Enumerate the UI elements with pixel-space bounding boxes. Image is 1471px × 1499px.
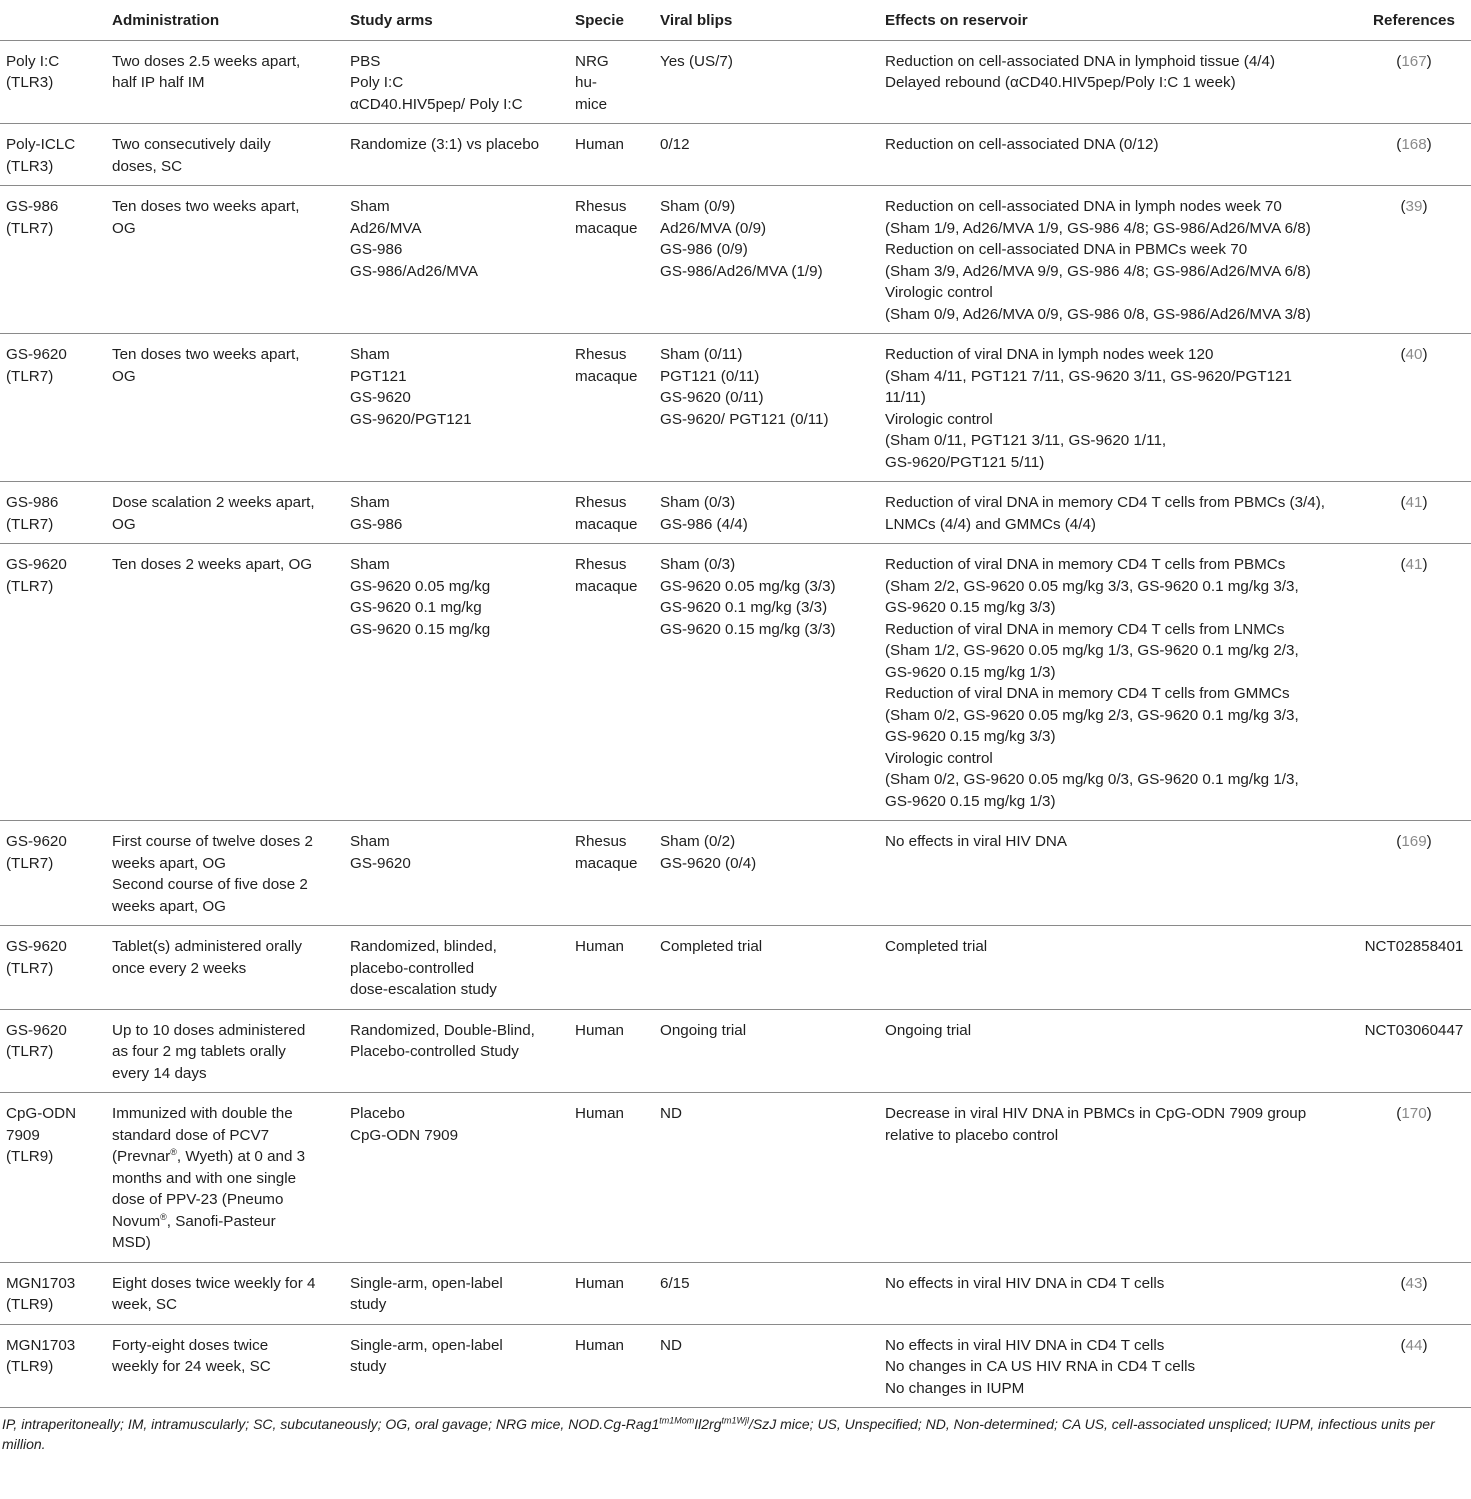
administration-line: week, SC xyxy=(112,1296,177,1313)
table-header-row xyxy=(0,0,1471,40)
effects-line: GS-9620/PGT121 5/11) xyxy=(885,453,1045,471)
study-arms-line: Sham xyxy=(350,346,390,363)
effects-line: No effects in viral HIV DNA in CD4 T cells xyxy=(885,1336,1165,1354)
effects-line: GS-9620 0.15 mg/kg 1/3) xyxy=(885,792,1056,810)
study-arms-line: GS-9620 xyxy=(350,389,411,406)
effects-line: Reduction on cell-associated DNA in lymph nodes week 70 xyxy=(885,198,1282,215)
agent-cell xyxy=(0,1009,106,1093)
study-arms-cell xyxy=(344,1093,569,1263)
administration-line: OG xyxy=(112,219,136,237)
effects-line: Ongoing trial xyxy=(885,1021,972,1039)
study-arms-cell xyxy=(344,40,569,124)
effects-cell xyxy=(879,186,1357,334)
agent-line: GS-9620 xyxy=(6,1021,67,1039)
table-row xyxy=(0,821,1471,926)
reference-link[interactable]: 39 xyxy=(1405,198,1423,215)
agent-cell xyxy=(0,1324,106,1408)
administration-line: half IP half IM xyxy=(112,74,205,91)
viral-blips-line: GS-9620/ PGT121 (0/11) xyxy=(660,410,829,428)
effects-line: Completed trial xyxy=(885,938,988,955)
viral-blips-line: ND xyxy=(660,1336,682,1354)
footnote-sup-2: tm1Wjl xyxy=(721,1415,749,1426)
effects-line: Reduction of viral DNA in memory CD4 T cells from PBMCs xyxy=(885,556,1286,573)
agent-cell xyxy=(0,334,106,482)
administration-cell xyxy=(106,124,344,186)
specie-line: Rhesus xyxy=(575,556,627,573)
study-arms-line: GS-986 xyxy=(350,515,403,533)
viral-blips-line: Sham (0/2) xyxy=(660,833,736,850)
administration-line: Novum®, Sanofi-Pasteur xyxy=(112,1211,276,1230)
study-arms-line: GS-986 xyxy=(350,241,403,258)
administration-line: Second course of five dose 2 xyxy=(112,876,308,893)
agent-line: Poly I:C xyxy=(6,52,60,70)
effects-line: No changes in IUPM xyxy=(885,1379,1025,1397)
agent-line: Poly-ICLC xyxy=(6,136,76,153)
administration-line: standard dose of PCV7 xyxy=(112,1126,270,1144)
viral-blips-line: GS-9620 0.15 mg/kg (3/3) xyxy=(660,620,836,638)
study-arms-line: GS-9620 0.15 mg/kg xyxy=(350,620,491,638)
reference-link[interactable]: 168 xyxy=(1401,136,1427,153)
administration-line: once every 2 weeks xyxy=(112,959,247,977)
agent-line: (TLR7) xyxy=(6,854,54,872)
viral-blips-line: ND xyxy=(660,1105,682,1122)
study-arms-cell xyxy=(344,544,569,821)
footnote-text-3: /SzJ mice; US, Unspecified; ND, Non-determined; CA US, cell-associated unspliced; IUPM, infectious units per million. xyxy=(2,1416,1435,1452)
study-arms-cell xyxy=(344,821,569,926)
agent-cell xyxy=(0,821,106,926)
header-administration: Administration xyxy=(112,12,220,29)
study-arms-cell xyxy=(344,1262,569,1324)
effects-line: (Sham 0/2, GS-9620 0.05 mg/kg 2/3, GS-9620 0.1 mg/kg 3/3, xyxy=(885,706,1299,724)
viral-blips-line: Yes (US/7) xyxy=(660,52,733,70)
viral-blips-line: GS-986 (0/9) xyxy=(660,241,748,258)
agent-cell xyxy=(0,544,106,821)
viral-blips-cell xyxy=(654,544,879,821)
agent-cell xyxy=(0,1093,106,1263)
viral-blips-line: Ad26/MVA (0/9) xyxy=(660,219,767,237)
specie-line: macaque xyxy=(575,219,638,237)
references-cell xyxy=(1357,926,1471,1010)
study-arms-cell xyxy=(344,926,569,1010)
effects-line: Reduction on cell-associated DNA in lymphoid tissue (4/4) xyxy=(885,52,1276,70)
effects-line: (Sham 4/11, PGT121 7/11, GS-9620 3/11, GS-9620/PGT121 xyxy=(885,367,1292,385)
header-study-arms: Study arms xyxy=(350,12,433,29)
effects-cell xyxy=(879,544,1357,821)
agent-cell xyxy=(0,186,106,334)
viral-blips-cell xyxy=(654,482,879,544)
administration-cell xyxy=(106,1262,344,1324)
specie-cell xyxy=(569,1262,654,1324)
specie-line: NRG xyxy=(575,52,609,70)
specie-line: Human xyxy=(575,938,624,955)
references-cell: (169) xyxy=(1396,833,1432,850)
administration-line: Dose scalation 2 weeks apart, xyxy=(112,494,315,511)
study-arms-cell xyxy=(344,334,569,482)
administration-line: MSD) xyxy=(112,1234,151,1251)
header-viral-blips: Viral blips xyxy=(660,12,733,29)
references-cell: (40) xyxy=(1400,346,1428,363)
reference-link[interactable]: 41 xyxy=(1405,494,1423,511)
specie-cell xyxy=(569,186,654,334)
references-cell: (167) xyxy=(1396,52,1432,70)
table-body xyxy=(0,40,1471,1408)
study-arms-line: PBS xyxy=(350,52,381,70)
effects-line: Decrease in viral HIV DNA in PBMCs in CpG-ODN 7909 group xyxy=(885,1105,1307,1122)
study-arms-line: dose-escalation study xyxy=(350,981,497,998)
table-row xyxy=(0,926,1471,1010)
effects-line: (Sham 2/2, GS-9620 0.05 mg/kg 3/3, GS-9620 0.1 mg/kg 3/3, xyxy=(885,577,1299,595)
viral-blips-line: 0/12 xyxy=(660,136,690,153)
viral-blips-cell xyxy=(654,40,879,124)
study-arms-line: study xyxy=(350,1296,387,1313)
effects-line: GS-9620 0.15 mg/kg 1/3) xyxy=(885,663,1056,681)
administration-line: OG xyxy=(112,367,136,385)
specie-line: Rhesus xyxy=(575,833,627,850)
administration-line: weeks apart, OG xyxy=(112,897,226,915)
table-row xyxy=(0,1093,1471,1263)
study-arms-line: GS-986/Ad26/MVA xyxy=(350,262,479,280)
effects-cell xyxy=(879,1324,1357,1408)
header-agent xyxy=(0,0,106,40)
agent-line: MGN1703 xyxy=(6,1336,76,1354)
viral-blips-line: Completed trial xyxy=(660,938,763,955)
reference-link[interactable]: 167 xyxy=(1401,52,1427,70)
administration-line: Up to 10 doses administered xyxy=(112,1021,306,1039)
study-arms-line: Placebo xyxy=(350,1105,405,1122)
effects-cell xyxy=(879,1009,1357,1093)
administration-line: Ten doses two weeks apart, xyxy=(112,346,300,363)
agent-cell xyxy=(0,124,106,186)
specie-cell xyxy=(569,40,654,124)
specie-line: Human xyxy=(575,1105,624,1122)
specie-line: mice xyxy=(575,95,608,113)
specie-cell xyxy=(569,821,654,926)
specie-cell xyxy=(569,482,654,544)
viral-blips-line: Sham (0/3) xyxy=(660,556,736,573)
administration-line: Immunized with double the xyxy=(112,1105,293,1122)
table-row xyxy=(0,544,1471,821)
specie-cell xyxy=(569,1093,654,1263)
viral-blips-line: 6/15 xyxy=(660,1274,690,1292)
agent-cell xyxy=(0,482,106,544)
table-row xyxy=(0,1262,1471,1324)
administration-line: weekly for 24 week, SC xyxy=(112,1358,271,1375)
administration-cell xyxy=(106,334,344,482)
effects-line: GS-9620 0.15 mg/kg 3/3) xyxy=(885,599,1056,616)
references-cell: (41) xyxy=(1400,556,1428,573)
study-arms-cell xyxy=(344,1324,569,1408)
administration-line: (Prevnar®, Wyeth) at 0 and 3 xyxy=(112,1146,306,1165)
study-arms-line: GS-9620 0.05 mg/kg xyxy=(350,577,491,595)
study-arms-line: Randomize (3:1) vs placebo xyxy=(350,136,540,153)
reference-link[interactable]: 170 xyxy=(1401,1105,1427,1122)
specie-line: hu- xyxy=(575,74,597,91)
effects-cell xyxy=(879,821,1357,926)
study-arms-cell xyxy=(344,1009,569,1093)
footnote-text-1: IP, intraperitoneally; IM, intramuscularly; SC, subcutaneously; OG, oral gavage; NRG mice, NOD.Cg-Rag1 xyxy=(2,1416,660,1432)
references-cell: (39) xyxy=(1400,198,1428,215)
viral-blips-line: Sham (0/9) xyxy=(660,198,736,215)
agent-line: (TLR9) xyxy=(6,1148,54,1165)
viral-blips-line: GS-9620 0.05 mg/kg (3/3) xyxy=(660,577,836,595)
viral-blips-cell xyxy=(654,1009,879,1093)
specie-cell xyxy=(569,1009,654,1093)
viral-blips-cell xyxy=(654,186,879,334)
references-cell: (41) xyxy=(1400,494,1428,511)
administration-line: Forty-eight doses twice xyxy=(112,1336,269,1354)
agent-line: (TLR7) xyxy=(6,577,54,595)
administration-cell xyxy=(106,186,344,334)
study-arms-line: Sham xyxy=(350,556,390,573)
administration-line: Eight doses twice weekly for 4 xyxy=(112,1274,316,1292)
effects-line: No effects in viral HIV DNA xyxy=(885,833,1068,850)
specie-line: macaque xyxy=(575,367,638,385)
agent-cell xyxy=(0,926,106,1010)
table-row xyxy=(0,1324,1471,1408)
viral-blips-line: GS-9620 (0/4) xyxy=(660,854,757,872)
study-arms-line: GS-9620 0.1 mg/kg xyxy=(350,599,482,616)
references-cell: (43) xyxy=(1400,1274,1428,1292)
effects-line: Reduction on cell-associated DNA in PBMCs week 70 xyxy=(885,241,1248,258)
footnote-text-2: Il2rg xyxy=(694,1416,722,1432)
agent-cell xyxy=(0,1262,106,1324)
viral-blips-line: GS-9620 (0/11) xyxy=(660,389,764,406)
agent-line: GS-9620 xyxy=(6,833,67,850)
agent-line: GS-9620 xyxy=(6,938,67,955)
viral-blips-cell xyxy=(654,821,879,926)
agent-line: MGN1703 xyxy=(6,1274,76,1292)
agent-line: GS-986 xyxy=(6,198,59,215)
agent-line: GS-9620 xyxy=(6,556,67,573)
specie-line: Human xyxy=(575,1336,624,1354)
effects-line: 11/11) xyxy=(885,389,926,406)
administration-line: OG xyxy=(112,515,136,533)
viral-blips-cell xyxy=(654,926,879,1010)
administration-line: doses, SC xyxy=(112,157,183,175)
agent-line: (TLR3) xyxy=(6,74,54,91)
effects-line: Virologic control xyxy=(885,284,993,301)
administration-line: Ten doses 2 weeks apart, OG xyxy=(112,556,313,573)
study-arms-line: PGT121 xyxy=(350,367,407,385)
effects-line: (Sham 0/2, GS-9620 0.05 mg/kg 0/3, GS-9620 0.1 mg/kg 1/3, xyxy=(885,771,1299,788)
effects-line: GS-9620 0.15 mg/kg 3/3) xyxy=(885,728,1056,745)
administration-line: dose of PPV-23 (Pneumo xyxy=(112,1191,284,1208)
effects-line: Reduction on cell-associated DNA (0/12) xyxy=(885,136,1159,153)
administration-cell xyxy=(106,544,344,821)
study-arms-line: placebo-controlled xyxy=(350,959,475,977)
trial-id: NCT03060447 xyxy=(1364,1021,1464,1039)
administration-cell xyxy=(106,1093,344,1263)
study-arms-line: Single-arm, open-label xyxy=(350,1336,503,1354)
agent-line: (TLR7) xyxy=(6,367,54,385)
effects-line: Reduction of viral DNA in lymph nodes week 120 xyxy=(885,346,1214,363)
agent-cell xyxy=(0,40,106,124)
administration-line: Two consecutively daily xyxy=(112,136,271,153)
study-arms-line: Ad26/MVA xyxy=(350,219,422,237)
effects-cell xyxy=(879,40,1357,124)
study-arms-line: Randomized, blinded, xyxy=(350,938,497,955)
agent-line: CpG-ODN xyxy=(6,1105,77,1122)
viral-blips-line: Ongoing trial xyxy=(660,1021,747,1039)
effects-line: Virologic control xyxy=(885,749,993,767)
specie-cell xyxy=(569,334,654,482)
administration-line: as four 2 mg tablets orally xyxy=(112,1043,286,1060)
agent-line: (TLR3) xyxy=(6,157,54,175)
specie-cell xyxy=(569,124,654,186)
study-arms-line: αCD40.HIV5pep/ Poly I:C xyxy=(350,95,523,113)
study-arms-cell xyxy=(344,124,569,186)
references-cell: (168) xyxy=(1396,136,1432,153)
table-row xyxy=(0,334,1471,482)
study-arms-line: Randomized, Double-Blind, xyxy=(350,1021,535,1039)
specie-line: macaque xyxy=(575,854,638,872)
effects-cell xyxy=(879,1093,1357,1263)
specie-cell xyxy=(569,544,654,821)
agent-line: (TLR7) xyxy=(6,219,54,237)
viral-blips-line: GS-986 (4/4) xyxy=(660,515,748,533)
study-arms-line: GS-9620/PGT121 xyxy=(350,410,472,428)
effects-line: No changes in CA US HIV RNA in CD4 T cells xyxy=(885,1358,1196,1375)
references-cell: (170) xyxy=(1396,1105,1432,1122)
specie-line: Rhesus xyxy=(575,494,627,511)
viral-blips-cell xyxy=(654,1324,879,1408)
administration-cell xyxy=(106,1324,344,1408)
administration-line: every 14 days xyxy=(112,1064,207,1082)
effects-line: Virologic control xyxy=(885,410,993,428)
agent-line: GS-986 xyxy=(6,494,59,511)
references-cell xyxy=(1357,1009,1471,1093)
effects-line: Reduction of viral DNA in memory CD4 T cells from PBMCs (3/4), xyxy=(885,494,1325,511)
specie-line: Rhesus xyxy=(575,346,627,363)
administration-line: First course of twelve doses 2 xyxy=(112,833,313,850)
specie-cell xyxy=(569,1324,654,1408)
study-arms-line: Placebo-controlled Study xyxy=(350,1043,519,1060)
viral-blips-cell xyxy=(654,334,879,482)
effects-line: (Sham 1/2, GS-9620 0.05 mg/kg 1/3, GS-9620 0.1 mg/kg 2/3, xyxy=(885,642,1299,659)
effects-cell xyxy=(879,482,1357,544)
study-arms-line: GS-9620 xyxy=(350,854,411,872)
effects-line: relative to placebo control xyxy=(885,1126,1059,1144)
table-footnote xyxy=(0,1408,1471,1454)
specie-line: Rhesus xyxy=(575,198,627,215)
study-arms-line: Sham xyxy=(350,198,390,215)
table-row xyxy=(0,124,1471,186)
study-arms-line: Sham xyxy=(350,494,390,511)
study-arms-cell xyxy=(344,186,569,334)
reference-link[interactable]: 169 xyxy=(1401,833,1427,850)
study-arms-line: Single-arm, open-label xyxy=(350,1274,503,1292)
table-row xyxy=(0,1009,1471,1093)
agent-line: (TLR7) xyxy=(6,959,54,977)
effects-line: No effects in viral HIV DNA in CD4 T cells xyxy=(885,1274,1165,1292)
table-row xyxy=(0,482,1471,544)
table-row xyxy=(0,186,1471,334)
viral-blips-cell xyxy=(654,124,879,186)
viral-blips-cell xyxy=(654,1262,879,1324)
administration-line: months and with one single xyxy=(112,1169,297,1187)
effects-line: Delayed rebound (αCD40.HIV5pep/Poly I:C 1 week) xyxy=(885,74,1236,91)
specie-line: macaque xyxy=(575,577,638,595)
study-arms-line: study xyxy=(350,1358,387,1375)
viral-blips-cell xyxy=(654,1093,879,1263)
specie-line: Human xyxy=(575,1021,624,1039)
effects-line: (Sham 0/9, Ad26/MVA 0/9, GS-986 0/8, GS-986/Ad26/MVA 3/8) xyxy=(885,305,1311,323)
header-references: References xyxy=(1373,12,1455,29)
effects-cell xyxy=(879,334,1357,482)
agent-line: GS-9620 xyxy=(6,346,67,363)
viral-blips-line: GS-986/Ad26/MVA (1/9) xyxy=(660,262,823,280)
reference-link[interactable]: 41 xyxy=(1405,556,1423,573)
effects-cell xyxy=(879,1262,1357,1324)
reference-link[interactable]: 44 xyxy=(1405,1336,1423,1354)
agent-line: (TLR7) xyxy=(6,1043,54,1060)
administration-line: Tablet(s) administered orally xyxy=(112,938,302,955)
specie-line: Human xyxy=(575,136,624,153)
administration-line: Two doses 2.5 weeks apart, xyxy=(112,52,301,70)
header-effects: Effects on reservoir xyxy=(885,12,1028,29)
reference-link[interactable]: 43 xyxy=(1405,1274,1423,1292)
effects-line: LNMCs (4/4) and GMMCs (4/4) xyxy=(885,515,1096,533)
footnote-sup-1: tm1Mom xyxy=(659,1415,695,1426)
agent-line: (TLR9) xyxy=(6,1296,54,1313)
agent-line: 7909 xyxy=(6,1126,40,1144)
agent-line: (TLR7) xyxy=(6,515,54,533)
specie-line: Human xyxy=(575,1274,624,1292)
effects-line: (Sham 0/11, PGT121 3/11, GS-9620 1/11, xyxy=(885,432,1167,449)
administration-cell xyxy=(106,482,344,544)
specie-cell xyxy=(569,926,654,1010)
agent-line: (TLR9) xyxy=(6,1358,54,1375)
viral-blips-line: Sham (0/3) xyxy=(660,494,736,511)
reference-link[interactable]: 40 xyxy=(1405,346,1423,363)
administration-cell xyxy=(106,926,344,1010)
administration-cell xyxy=(106,1009,344,1093)
administration-cell xyxy=(106,821,344,926)
viral-blips-line: Sham (0/11) xyxy=(660,346,743,363)
study-arms-line: CpG-ODN 7909 xyxy=(350,1126,459,1144)
header-specie: Specie xyxy=(575,12,624,29)
effects-cell xyxy=(879,124,1357,186)
effects-line: Reduction of viral DNA in memory CD4 T cells from LNMCs xyxy=(885,620,1285,638)
administration-cell xyxy=(106,40,344,124)
administration-line: Ten doses two weeks apart, xyxy=(112,198,300,215)
administration-line: weeks apart, OG xyxy=(112,854,226,872)
trial-id: NCT02858401 xyxy=(1364,938,1464,955)
effects-line: (Sham 1/9, Ad26/MVA 1/9, GS-986 4/8; GS-986/Ad26/MVA 6/8) xyxy=(885,219,1311,237)
viral-blips-line: PGT121 (0/11) xyxy=(660,367,760,385)
study-arms-line: Sham xyxy=(350,833,390,850)
table-row xyxy=(0,40,1471,124)
specie-line: macaque xyxy=(575,515,638,533)
references-cell: (44) xyxy=(1400,1336,1428,1354)
effects-line: (Sham 3/9, Ad26/MVA 9/9, GS-986 4/8; GS-986/Ad26/MVA 6/8) xyxy=(885,262,1311,280)
effects-line: Reduction of viral DNA in memory CD4 T cells from GMMCs xyxy=(885,685,1290,702)
study-arms-cell xyxy=(344,482,569,544)
study-arms-line: Poly I:C xyxy=(350,74,404,91)
effects-cell xyxy=(879,926,1357,1010)
viral-blips-line: GS-9620 0.1 mg/kg (3/3) xyxy=(660,599,828,616)
